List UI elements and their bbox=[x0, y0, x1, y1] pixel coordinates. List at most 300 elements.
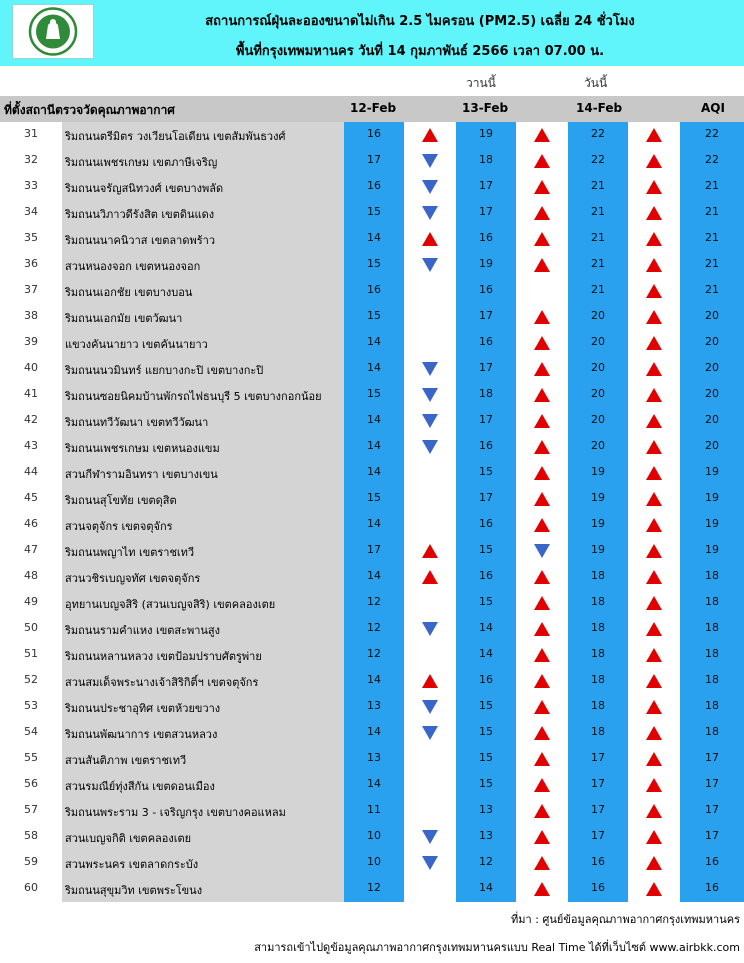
pm25-value-d2: 16 bbox=[479, 673, 493, 686]
trend-up-icon bbox=[534, 804, 550, 818]
trend-down-icon bbox=[422, 726, 438, 740]
aqi-value: 20 bbox=[705, 309, 719, 322]
pm25-value-d1: 13 bbox=[367, 699, 381, 712]
station-location: ริมถนนจรัญสนิทวงศ์ เขตบางพลัด bbox=[65, 182, 224, 195]
trend-up-icon bbox=[534, 726, 550, 740]
aqi-value: 18 bbox=[705, 595, 719, 608]
station-number: 31 bbox=[24, 127, 38, 140]
trend-up-icon bbox=[646, 414, 662, 428]
station-location-cell bbox=[62, 538, 344, 564]
pm25-value-d3: 17 bbox=[591, 777, 605, 790]
trend-up-icon bbox=[534, 570, 550, 584]
pm25-value-d3: 18 bbox=[591, 725, 605, 738]
station-location: ริมถนนเพชรเกษม เขตภาษีเจริญ bbox=[65, 156, 218, 169]
pm25-value-d1: 10 bbox=[367, 829, 381, 842]
pm25-value-d2: 14 bbox=[479, 621, 493, 634]
pm25-value-d2: 15 bbox=[479, 543, 493, 556]
pm25-value-d2: 17 bbox=[479, 491, 493, 504]
pm25-value-d1: 14 bbox=[367, 439, 381, 452]
trend-up-icon bbox=[646, 154, 662, 168]
trend-down-icon bbox=[422, 388, 438, 402]
trend-up-icon bbox=[534, 180, 550, 194]
pm25-value-d3: 18 bbox=[591, 699, 605, 712]
pm25-value-d2: 16 bbox=[479, 439, 493, 452]
pm25-value-d3: 16 bbox=[591, 855, 605, 868]
station-location: แขวงคันนายาว เขตคันนายาว bbox=[65, 338, 208, 351]
pm25-value-d2: 13 bbox=[479, 803, 493, 816]
station-number: 32 bbox=[24, 153, 38, 166]
station-number: 53 bbox=[24, 699, 38, 712]
station-location-cell bbox=[62, 564, 344, 590]
trend-up-icon bbox=[646, 752, 662, 766]
trend-up-icon bbox=[646, 128, 662, 142]
trend-up-icon bbox=[646, 362, 662, 376]
pm25-value-d3: 22 bbox=[591, 153, 605, 166]
pm25-value-d2: 16 bbox=[479, 569, 493, 582]
trend-down-icon bbox=[422, 440, 438, 454]
pm25-value-d3: 18 bbox=[591, 595, 605, 608]
pm25-value-d3: 17 bbox=[591, 829, 605, 842]
station-location-cell bbox=[62, 486, 344, 512]
station-location: ริมถนนเพชรเกษม เขตหนองแขม bbox=[65, 442, 220, 455]
trend-up-icon bbox=[646, 856, 662, 870]
aqi-value: 18 bbox=[705, 725, 719, 738]
station-number: 46 bbox=[24, 517, 38, 530]
station-number: 35 bbox=[24, 231, 38, 244]
trend-up-icon bbox=[646, 570, 662, 584]
station-location-cell bbox=[62, 304, 344, 330]
trend-up-icon bbox=[422, 128, 438, 142]
trend-up-icon bbox=[534, 700, 550, 714]
pm25-value-d1: 11 bbox=[367, 803, 381, 816]
station-location-cell bbox=[62, 226, 344, 252]
pm25-value-d2: 18 bbox=[479, 153, 493, 166]
pm25-value-d3: 19 bbox=[591, 465, 605, 478]
table-row bbox=[0, 876, 744, 902]
station-number: 41 bbox=[24, 387, 38, 400]
station-location-cell bbox=[62, 616, 344, 642]
station-location-cell bbox=[62, 356, 344, 382]
header-banner bbox=[0, 0, 744, 66]
pm25-value-d3: 20 bbox=[591, 439, 605, 452]
pm25-value-d2: 19 bbox=[479, 257, 493, 270]
table-row bbox=[0, 122, 744, 148]
table-row bbox=[0, 564, 744, 590]
pm25-value-d2: 17 bbox=[479, 361, 493, 374]
trend-down-icon bbox=[422, 830, 438, 844]
pm25-value-d3: 21 bbox=[591, 283, 605, 296]
station-number: 60 bbox=[24, 881, 38, 894]
trend-up-icon bbox=[422, 544, 438, 558]
station-location: ริมถนนพัฒนาการ เขตสวนหลวง bbox=[65, 728, 218, 741]
aqi-value: 18 bbox=[705, 647, 719, 660]
aqi-value: 22 bbox=[705, 153, 719, 166]
aqi-value: 20 bbox=[705, 387, 719, 400]
station-location: ริมถนนนาคนิวาส เขตลาดพร้าว bbox=[65, 234, 215, 247]
trend-up-icon bbox=[534, 336, 550, 350]
pm25-value-d1: 12 bbox=[367, 595, 381, 608]
table-row bbox=[0, 720, 744, 746]
pm25-value-d1: 14 bbox=[367, 413, 381, 426]
trend-up-icon bbox=[534, 518, 550, 532]
table-row bbox=[0, 148, 744, 174]
station-location-cell bbox=[62, 122, 344, 148]
pm25-value-d2: 17 bbox=[479, 205, 493, 218]
trend-up-icon bbox=[646, 284, 662, 298]
trend-up-icon bbox=[534, 440, 550, 454]
pm25-value-d1: 14 bbox=[367, 569, 381, 582]
pm25-value-d1: 12 bbox=[367, 621, 381, 634]
station-location-cell bbox=[62, 408, 344, 434]
trend-up-icon bbox=[534, 414, 550, 428]
trend-up-icon bbox=[646, 648, 662, 662]
aqi-value: 20 bbox=[705, 361, 719, 374]
date3-column-header: 14-Feb bbox=[576, 101, 623, 115]
trend-up-icon bbox=[534, 388, 550, 402]
report-title: สถานการณ์ฝุ่นละอองขนาดไม่เกิน 2.5 ไมครอน (PM2.5) เฉลี่ย 24 ชั่วโมง bbox=[205, 14, 635, 29]
table-row bbox=[0, 668, 744, 694]
station-location-cell bbox=[62, 850, 344, 876]
station-location-cell bbox=[62, 824, 344, 850]
pm25-value-d3: 18 bbox=[591, 673, 605, 686]
trend-down-icon bbox=[422, 622, 438, 636]
pm25-value-d1: 14 bbox=[367, 465, 381, 478]
website-note: สามารถเข้าไปดูข้อมูลคุณภาพอากาศกรุงเทพมหานครแบบ Real Time ได้ที่เว็บไซต์ www.airbkk.com bbox=[254, 941, 740, 954]
trend-down-icon bbox=[422, 856, 438, 870]
aqi-value: 17 bbox=[705, 751, 719, 764]
trend-up-icon bbox=[646, 206, 662, 220]
pm25-value-d3: 21 bbox=[591, 231, 605, 244]
pm25-value-d3: 18 bbox=[591, 621, 605, 634]
trend-down-icon bbox=[422, 180, 438, 194]
trend-up-icon bbox=[646, 778, 662, 792]
station-location: ริมถนนประชาอุทิศ เขตห้วยขวาง bbox=[65, 702, 221, 715]
trend-up-icon bbox=[534, 648, 550, 662]
pm25-value-d1: 16 bbox=[367, 127, 381, 140]
station-number: 37 bbox=[24, 283, 38, 296]
pm25-value-d1: 16 bbox=[367, 179, 381, 192]
station-location: ริมถนนนวมินทร์ แยกบางกะปิ เขตบางกะปิ bbox=[65, 364, 264, 377]
station-location: ริมถนนหลานหลวง เขตป้อมปราบศัตรูพ่าย bbox=[65, 650, 262, 663]
station-number: 34 bbox=[24, 205, 38, 218]
trend-up-icon bbox=[646, 440, 662, 454]
pm25-value-d3: 18 bbox=[591, 569, 605, 582]
trend-up-icon bbox=[534, 466, 550, 480]
station-location-cell bbox=[62, 720, 344, 746]
station-location-cell bbox=[62, 174, 344, 200]
table-row bbox=[0, 486, 744, 512]
table-row bbox=[0, 460, 744, 486]
station-location-cell bbox=[62, 512, 344, 538]
pm25-value-d3: 20 bbox=[591, 413, 605, 426]
trend-up-icon bbox=[534, 362, 550, 376]
pm25-value-d2: 17 bbox=[479, 309, 493, 322]
trend-up-icon bbox=[534, 154, 550, 168]
trend-up-icon bbox=[646, 622, 662, 636]
trend-down-icon bbox=[422, 154, 438, 168]
source-note: ที่มา : ศูนย์ข้อมูลคุณภาพอากาศกรุงเทพมหานคร bbox=[511, 913, 740, 926]
pm25-value-d3: 17 bbox=[591, 803, 605, 816]
aqi-value: 17 bbox=[705, 803, 719, 816]
station-number: 50 bbox=[24, 621, 38, 634]
pm25-value-d3: 20 bbox=[591, 309, 605, 322]
trend-up-icon bbox=[422, 232, 438, 246]
station-location-cell bbox=[62, 252, 344, 278]
trend-up-icon bbox=[646, 700, 662, 714]
station-location: สวนวชิรเบญจทัศ เขตจตุจักร bbox=[65, 572, 201, 585]
pm25-value-d1: 14 bbox=[367, 673, 381, 686]
pm25-value-d1: 14 bbox=[367, 361, 381, 374]
pm25-value-d2: 15 bbox=[479, 725, 493, 738]
pm25-value-d1: 10 bbox=[367, 855, 381, 868]
station-location-cell bbox=[62, 278, 344, 304]
pm25-value-d3: 16 bbox=[591, 881, 605, 894]
station-location-cell bbox=[62, 434, 344, 460]
pm25-value-d3: 21 bbox=[591, 205, 605, 218]
aqi-value: 18 bbox=[705, 569, 719, 582]
trend-up-icon bbox=[646, 674, 662, 688]
station-location: สวนเบญจกิติ เขตคลองเตย bbox=[65, 832, 192, 845]
station-number: 48 bbox=[24, 569, 38, 582]
pm25-value-d2: 18 bbox=[479, 387, 493, 400]
table-row bbox=[0, 304, 744, 330]
aqi-value: 21 bbox=[705, 205, 719, 218]
station-location: สวนหนองจอก เขตหนองจอก bbox=[65, 260, 201, 273]
station-number: 47 bbox=[24, 543, 38, 556]
aqi-value: 16 bbox=[705, 855, 719, 868]
station-location-cell bbox=[62, 668, 344, 694]
station-number: 44 bbox=[24, 465, 38, 478]
table-row bbox=[0, 434, 744, 460]
station-location: ริมถนนพญาไท เขตราชเทวี bbox=[65, 546, 195, 559]
station-number: 51 bbox=[24, 647, 38, 660]
pm25-value-d1: 14 bbox=[367, 231, 381, 244]
table-row bbox=[0, 278, 744, 304]
table-row bbox=[0, 512, 744, 538]
pm25-value-d3: 20 bbox=[591, 361, 605, 374]
trend-up-icon bbox=[646, 596, 662, 610]
table-row bbox=[0, 772, 744, 798]
trend-up-icon bbox=[646, 310, 662, 324]
station-number: 33 bbox=[24, 179, 38, 192]
trend-up-icon bbox=[646, 804, 662, 818]
pm25-value-d1: 14 bbox=[367, 335, 381, 348]
pm25-value-d2: 14 bbox=[479, 647, 493, 660]
aqi-column-header: AQI bbox=[701, 101, 725, 115]
pm25-value-d3: 18 bbox=[591, 647, 605, 660]
trend-up-icon bbox=[646, 232, 662, 246]
trend-down-icon bbox=[422, 700, 438, 714]
trend-up-icon bbox=[534, 882, 550, 896]
pm25-value-d2: 12 bbox=[479, 855, 493, 868]
station-location: ริมถนนรามคำแหง เขตสะพานสูง bbox=[65, 624, 221, 637]
table-row bbox=[0, 642, 744, 668]
pm25-value-d2: 15 bbox=[479, 699, 493, 712]
station-location: ริมถนนวิภาวดีรังสิต เขตดินแดง bbox=[65, 208, 215, 221]
trend-up-icon bbox=[534, 232, 550, 246]
table-row bbox=[0, 538, 744, 564]
pm25-value-d1: 14 bbox=[367, 517, 381, 530]
table-row bbox=[0, 330, 744, 356]
station-number: 56 bbox=[24, 777, 38, 790]
aqi-value: 21 bbox=[705, 179, 719, 192]
trend-up-icon bbox=[646, 492, 662, 506]
pm25-value-d1: 16 bbox=[367, 283, 381, 296]
station-location: สวนรมณีย์ทุ่งสีกัน เขตดอนเมือง bbox=[65, 780, 215, 793]
station-location: สวนพระนคร เขตลาดกระบัง bbox=[65, 858, 199, 871]
pm25-value-d3: 19 bbox=[591, 543, 605, 556]
date1-column-header: 12-Feb bbox=[350, 101, 397, 115]
pm25-value-d2: 13 bbox=[479, 829, 493, 842]
table-row bbox=[0, 174, 744, 200]
station-location: สวนจตุจักร เขตจตุจักร bbox=[65, 520, 173, 533]
aqi-value: 18 bbox=[705, 621, 719, 634]
trend-up-icon bbox=[646, 466, 662, 480]
station-number: 55 bbox=[24, 751, 38, 764]
trend-up-icon bbox=[646, 518, 662, 532]
station-location-cell bbox=[62, 590, 344, 616]
pm25-value-d2: 15 bbox=[479, 595, 493, 608]
station-location: ริมถนนตรีมิตร วงเวียนโอเดียน เขตสัมพันธวงศ์ bbox=[65, 130, 286, 143]
trend-up-icon bbox=[534, 856, 550, 870]
table-row bbox=[0, 408, 744, 434]
aqi-value: 16 bbox=[705, 881, 719, 894]
pm25-value-d1: 12 bbox=[367, 647, 381, 660]
pm25-value-d2: 16 bbox=[479, 231, 493, 244]
pm25-value-d2: 16 bbox=[479, 517, 493, 530]
aqi-value: 18 bbox=[705, 699, 719, 712]
station-location: ริมถนนพระราม 3 - เจริญกรุง เขตบางคอแหลม bbox=[65, 806, 286, 819]
aqi-value: 20 bbox=[705, 439, 719, 452]
pm25-value-d1: 14 bbox=[367, 725, 381, 738]
aqi-value: 19 bbox=[705, 465, 719, 478]
station-location: ริมถนนซอยนิคมบ้านพักรถไฟธนบุรี 5 เขตบางกอกน้อย bbox=[65, 390, 322, 403]
trend-up-icon bbox=[534, 258, 550, 272]
aqi-value: 17 bbox=[705, 829, 719, 842]
pm25-value-d2: 16 bbox=[479, 283, 493, 296]
aqi-value: 22 bbox=[705, 127, 719, 140]
date2-column-header: 13-Feb bbox=[462, 101, 509, 115]
pm25-value-d2: 15 bbox=[479, 465, 493, 478]
pm25-value-d2: 17 bbox=[479, 179, 493, 192]
report-subtitle: พื้นที่กรุงเทพมหานคร วันที่ 14 กุมภาพันธ์ 2566 เวลา 07.00 น. bbox=[235, 44, 605, 59]
trend-up-icon bbox=[534, 752, 550, 766]
station-number: 57 bbox=[24, 803, 38, 816]
trend-up-icon bbox=[422, 674, 438, 688]
trend-up-icon bbox=[646, 258, 662, 272]
trend-up-icon bbox=[646, 882, 662, 896]
station-location-cell bbox=[62, 460, 344, 486]
station-location-cell bbox=[62, 746, 344, 772]
aqi-value: 21 bbox=[705, 231, 719, 244]
station-location-cell bbox=[62, 382, 344, 408]
station-location: อุทยานเบญจสิริ (สวนเบญจสิริ) เขตคลองเตย bbox=[65, 598, 276, 611]
aqi-value: 19 bbox=[705, 543, 719, 556]
aqi-value: 21 bbox=[705, 283, 719, 296]
station-location: สวนกีฬารามอินทรา เขตบางเขน bbox=[65, 468, 218, 481]
pm25-value-d2: 14 bbox=[479, 881, 493, 894]
table-row bbox=[0, 798, 744, 824]
station-location-cell bbox=[62, 200, 344, 226]
pm25-value-d3: 21 bbox=[591, 257, 605, 270]
trend-down-icon bbox=[534, 544, 550, 558]
station-number: 54 bbox=[24, 725, 38, 738]
pm25-value-d3: 21 bbox=[591, 179, 605, 192]
trend-down-icon bbox=[422, 206, 438, 220]
pm25-value-d3: 22 bbox=[591, 127, 605, 140]
station-number: 36 bbox=[24, 257, 38, 270]
station-location-cell bbox=[62, 772, 344, 798]
trend-up-icon bbox=[422, 570, 438, 584]
table-row bbox=[0, 590, 744, 616]
trend-down-icon bbox=[422, 258, 438, 272]
station-number: 38 bbox=[24, 309, 38, 322]
station-number: 43 bbox=[24, 439, 38, 452]
table-row bbox=[0, 850, 744, 876]
pm25-value-d3: 17 bbox=[591, 751, 605, 764]
station-location-cell bbox=[62, 330, 344, 356]
table-row bbox=[0, 746, 744, 772]
pm25-value-d1: 17 bbox=[367, 153, 381, 166]
station-number: 45 bbox=[24, 491, 38, 504]
today-label: วันนี้ bbox=[584, 76, 608, 90]
station-number: 52 bbox=[24, 673, 38, 686]
aqi-value: 20 bbox=[705, 335, 719, 348]
pm25-value-d3: 20 bbox=[591, 387, 605, 400]
table-row bbox=[0, 616, 744, 642]
aqi-value: 20 bbox=[705, 413, 719, 426]
pm25-value-d2: 16 bbox=[479, 335, 493, 348]
pm25-value-d1: 15 bbox=[367, 309, 381, 322]
pm25-value-d2: 15 bbox=[479, 751, 493, 764]
trend-up-icon bbox=[534, 128, 550, 142]
station-number: 39 bbox=[24, 335, 38, 348]
station-location: ริมถนนสุโขทัย เขตดุสิต bbox=[65, 494, 177, 507]
station-location-cell bbox=[62, 876, 344, 902]
trend-down-icon bbox=[422, 414, 438, 428]
station-location: ริมถนนเอกชัย เขตบางบอน bbox=[65, 286, 193, 299]
station-location: ริมถนนสุขุมวิท เขตพระโขนง bbox=[65, 884, 203, 897]
trend-up-icon bbox=[534, 596, 550, 610]
pm25-value-d3: 19 bbox=[591, 517, 605, 530]
trend-up-icon bbox=[534, 492, 550, 506]
yesterday-label: วานนี้ bbox=[466, 76, 496, 90]
pm25-value-d1: 15 bbox=[367, 387, 381, 400]
trend-up-icon bbox=[646, 180, 662, 194]
pm25-value-d2: 19 bbox=[479, 127, 493, 140]
station-number: 58 bbox=[24, 829, 38, 842]
trend-up-icon bbox=[534, 778, 550, 792]
pm25-value-d3: 19 bbox=[591, 491, 605, 504]
table-row bbox=[0, 824, 744, 850]
trend-up-icon bbox=[646, 388, 662, 402]
table-row bbox=[0, 226, 744, 252]
trend-up-icon bbox=[646, 336, 662, 350]
station-location-cell bbox=[62, 694, 344, 720]
table-row bbox=[0, 382, 744, 408]
aqi-value: 19 bbox=[705, 517, 719, 530]
aqi-value: 18 bbox=[705, 673, 719, 686]
pm25-value-d1: 17 bbox=[367, 543, 381, 556]
trend-down-icon bbox=[422, 362, 438, 376]
pm25-value-d1: 15 bbox=[367, 491, 381, 504]
trend-up-icon bbox=[534, 674, 550, 688]
pm25-value-d3: 20 bbox=[591, 335, 605, 348]
column-header-row bbox=[0, 96, 744, 122]
pm25-value-d2: 17 bbox=[479, 413, 493, 426]
table-row bbox=[0, 356, 744, 382]
trend-up-icon bbox=[646, 726, 662, 740]
